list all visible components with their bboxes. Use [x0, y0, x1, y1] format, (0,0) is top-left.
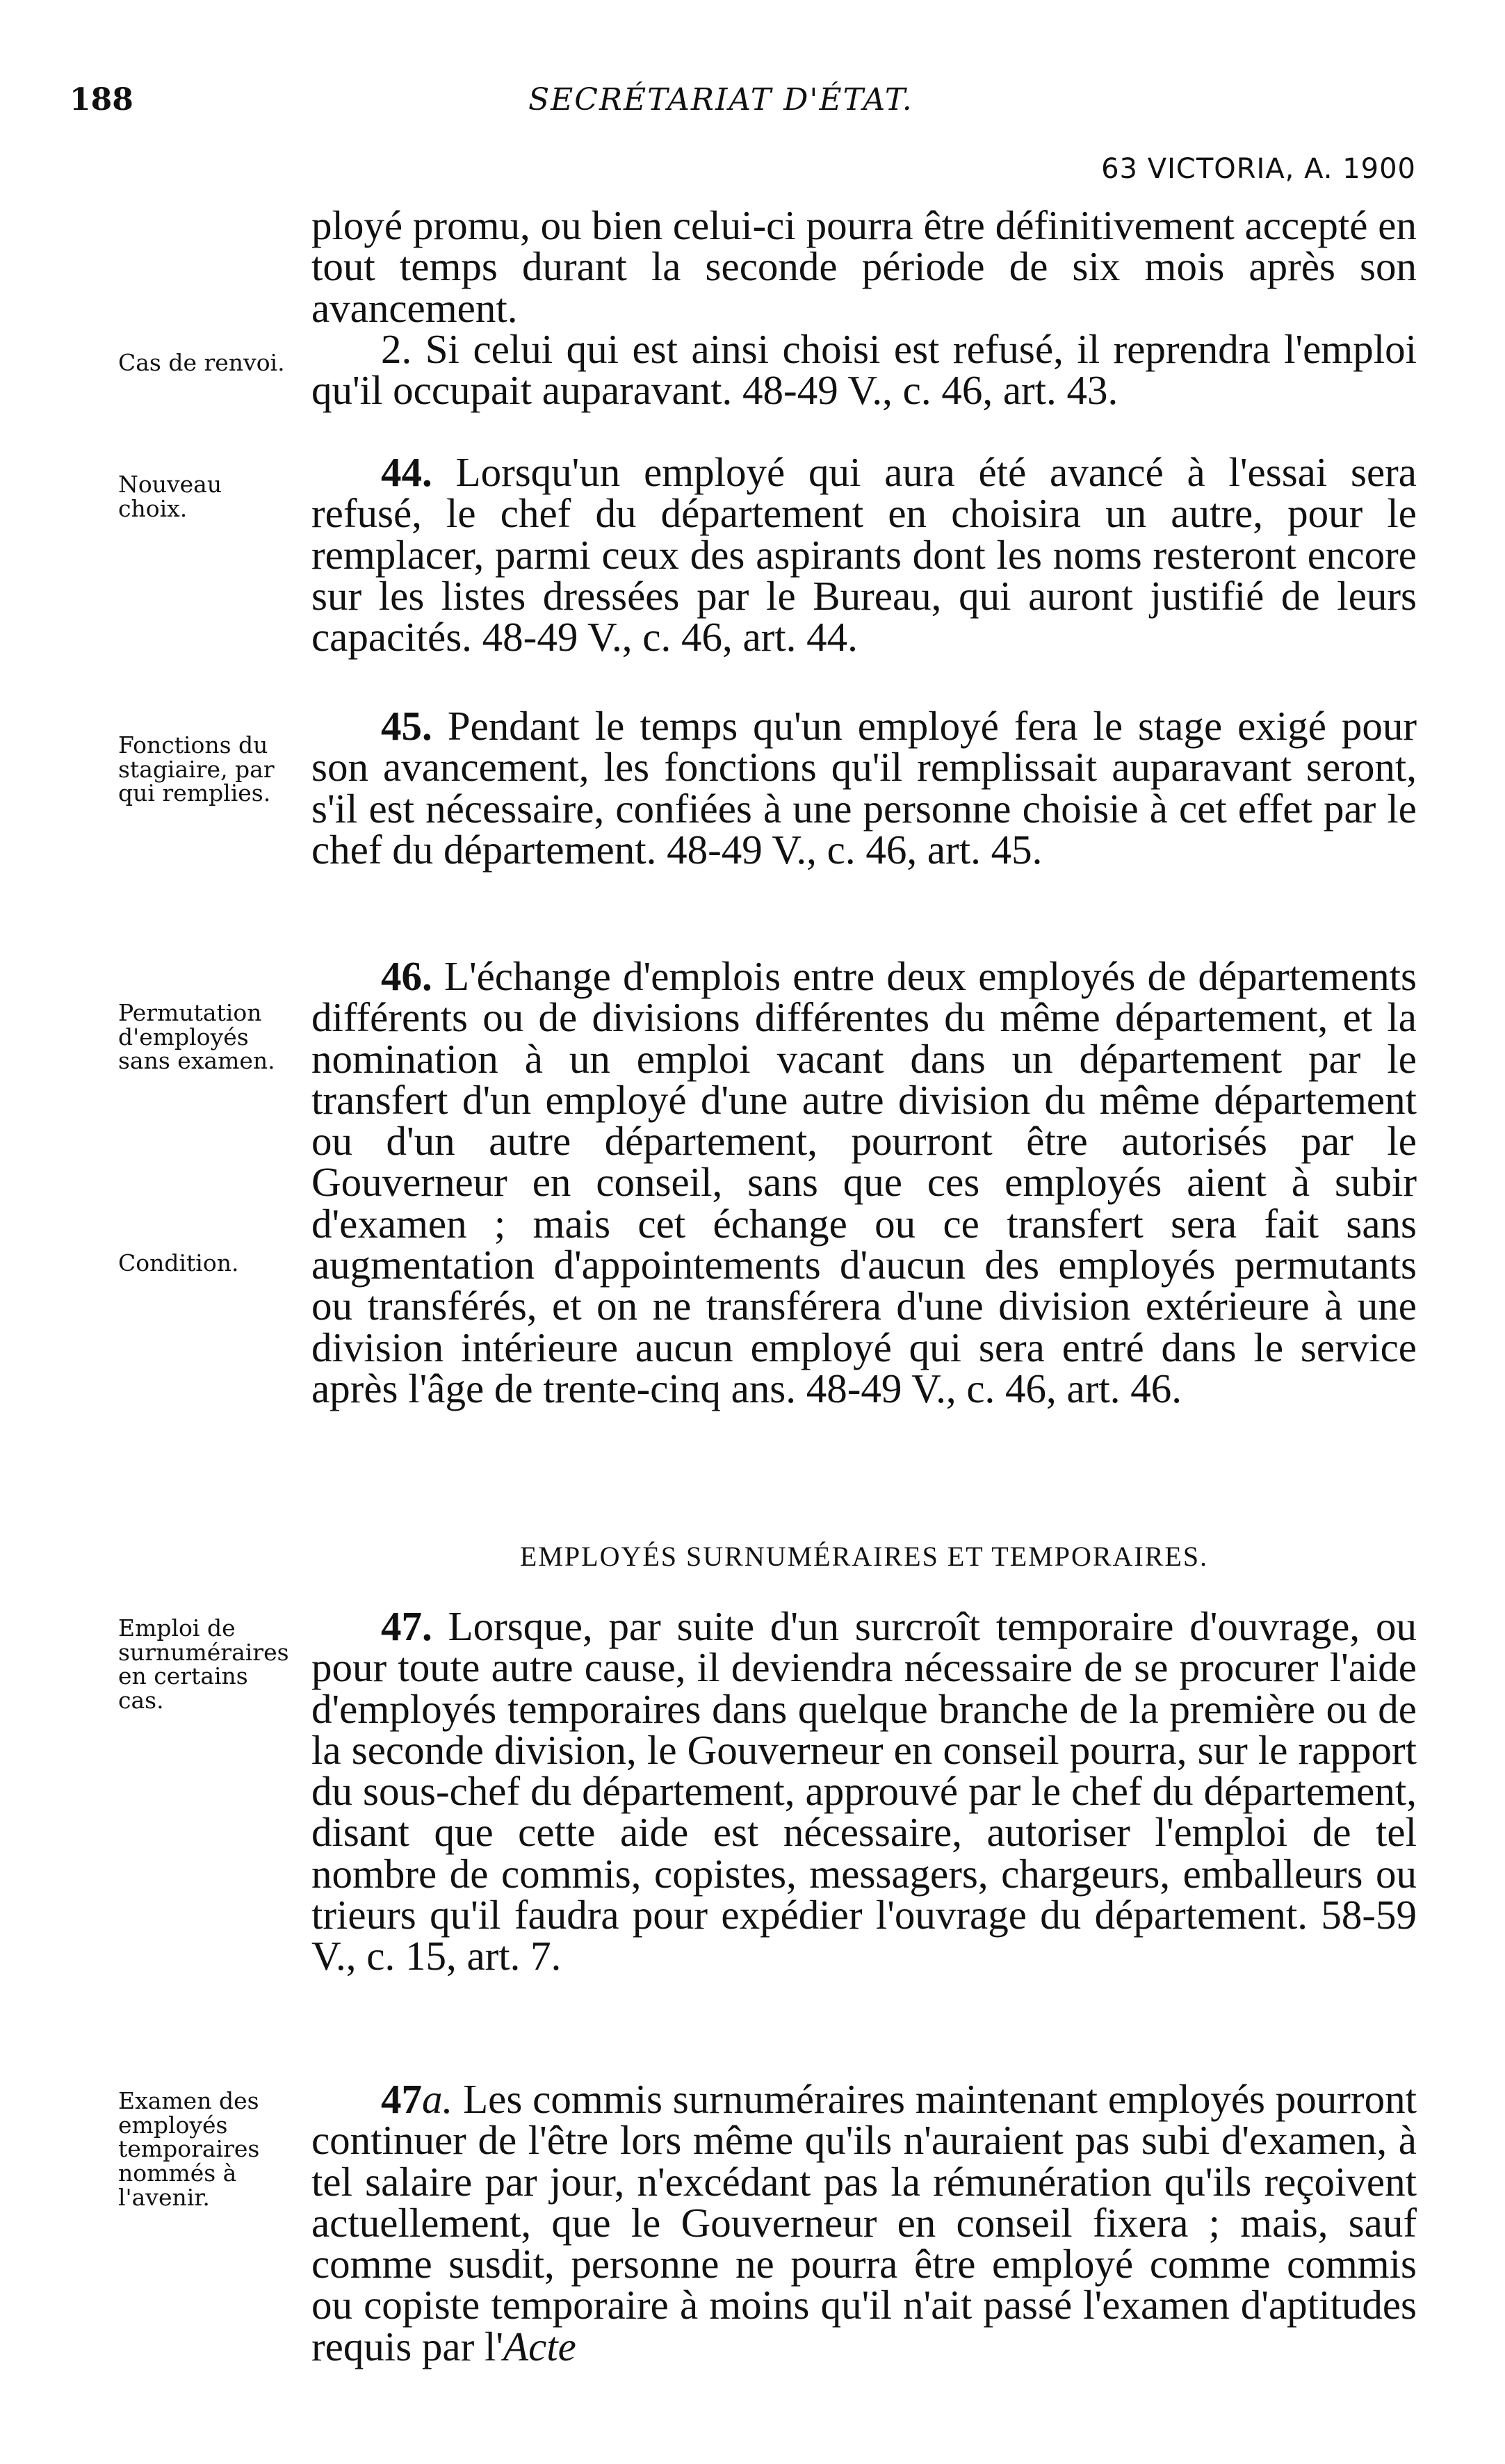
margin-note-fonctions: Fonctions du stagiaire, par qui remplies.	[118, 731, 275, 807]
section-44	[311, 449, 1417, 660]
section-heading: EMPLOYÉS SURNUMÉRAIRES ET TEMPORAIRES.	[519, 1541, 1209, 1572]
continuation-text: ployé promu, ou bien celui-ci pourra être définitivement accepté en tout temps durant la seconde période de six mois après son avancement.	[311, 202, 1417, 331]
session-line: 63 VICTORIA, A. 1900	[1101, 153, 1416, 185]
section-46	[311, 953, 1417, 1411]
section-44-text: Lorsqu'un employé qui aura été avancé à l'essai sera refusé, le chef du département en choisira un autre, pour le remplacer, parmi ceux des aspirants dont les noms resteront encore sur les listes dressées par le Bureau, qui auront justifié de leurs capacités. 48-49 V., c. 46, art. 44.	[311, 449, 1417, 660]
margin-note-renvoi: Cas de renvoi.	[118, 349, 285, 376]
section-47-number: 47.	[381, 1603, 432, 1649]
margin-note-permutation: Permutation d'employés sans examen.	[118, 999, 275, 1075]
section-47a	[311, 2076, 1417, 2369]
subsection-2: 2. Si celui qui est ainsi choisi est refusé, il reprendra l'emploi qu'il occupait auparavant. 48-49 V., c. 46, art. 43.	[311, 325, 1417, 414]
section-47	[311, 1603, 1417, 1979]
section-46-text: L'échange d'emplois entre deux employés de départements différents ou de divisions différentes du même département, et la nomination à un emploi vacant dans un département par le transfert d'un employé d'une autre division du même département ou d'un autre département, pourront être autorisés par le Gouverneur en conseil, sans que ces employés aient à subir d'examen ; mais cet échange ou ce transfert sera fait sans augmentation d'appointements d'aucun des employés permutants ou transférés, et on ne transférera d'une division extérieure à une division intérieure aucun employé qui sera entré dans le service après l'âge de trente-cinq ans. 48-49 V., c. 46, art. 46.	[311, 953, 1417, 1411]
section-47a-text: Les commis surnuméraires maintenant employés pourront continuer de l'être lors même qu'ils n'auraient pas subi d'examen, à tel salaire par jour, n'excédant pas la rémunération qu'ils reçoivent actuellement, que le Gouverneur en conseil fixera ; mais, sauf comme susdit, personne ne pourra être employé comme commis ou copiste temporaire à moins qu'il n'ait passé l'examen d'aptitudes requis par l'	[311, 2076, 1417, 2369]
section-45-text: Pendant le temps qu'un employé fera le stage exigé pour son avancement, les fonctions qu'il remplissait auparavant seront, s'il est nécessaire, confiées à une personne choisie à cet effet par le chef du département. 48-49 V., c. 46, art. 45.	[311, 703, 1417, 873]
section-44-number: 44.	[381, 449, 432, 495]
margin-note-examen: Examen des employés temporaires nommés à l'avenir.	[118, 2087, 260, 2211]
section-45-number: 45.	[381, 703, 432, 749]
margin-note-nouveau: Nouveau choix.	[118, 471, 222, 522]
section-47a-end: Acte	[503, 2323, 576, 2369]
section-47-text: Lorsque, par suite d'un surcroît temporaire d'ouvrage, ou pour toute autre cause, il deviendra nécessaire de se procurer l'aide d'employés temporaires dans quelque branche de la première ou de la seconde division, le Gouverneur en conseil pourra, sur le rapport du sous-chef du département, approuvé par le chef du département, disant que cette aide est nécessaire, autoriser l'emploi de tel nombre de commis, copistes, messagers, chargeurs, emballeurs ou trieurs qu'il faudra pour expédier l'ouvrage du département. 58-59 V., c. 15, art. 7.	[311, 1603, 1417, 1979]
margin-note-emploi: Emploi de surnuméraires en certains cas.	[118, 1614, 289, 1714]
section-46-number: 46.	[381, 953, 432, 999]
running-title: SECRÉTARIAT D'ÉTAT.	[528, 82, 913, 117]
page-number: 188	[70, 82, 133, 117]
section-47a-suffix: a.	[422, 2076, 453, 2122]
section-45	[311, 703, 1417, 873]
paragraph-continuation	[311, 202, 1417, 414]
section-47a-number: 47	[381, 2076, 422, 2122]
margin-note-condition: Condition.	[118, 1249, 239, 1276]
